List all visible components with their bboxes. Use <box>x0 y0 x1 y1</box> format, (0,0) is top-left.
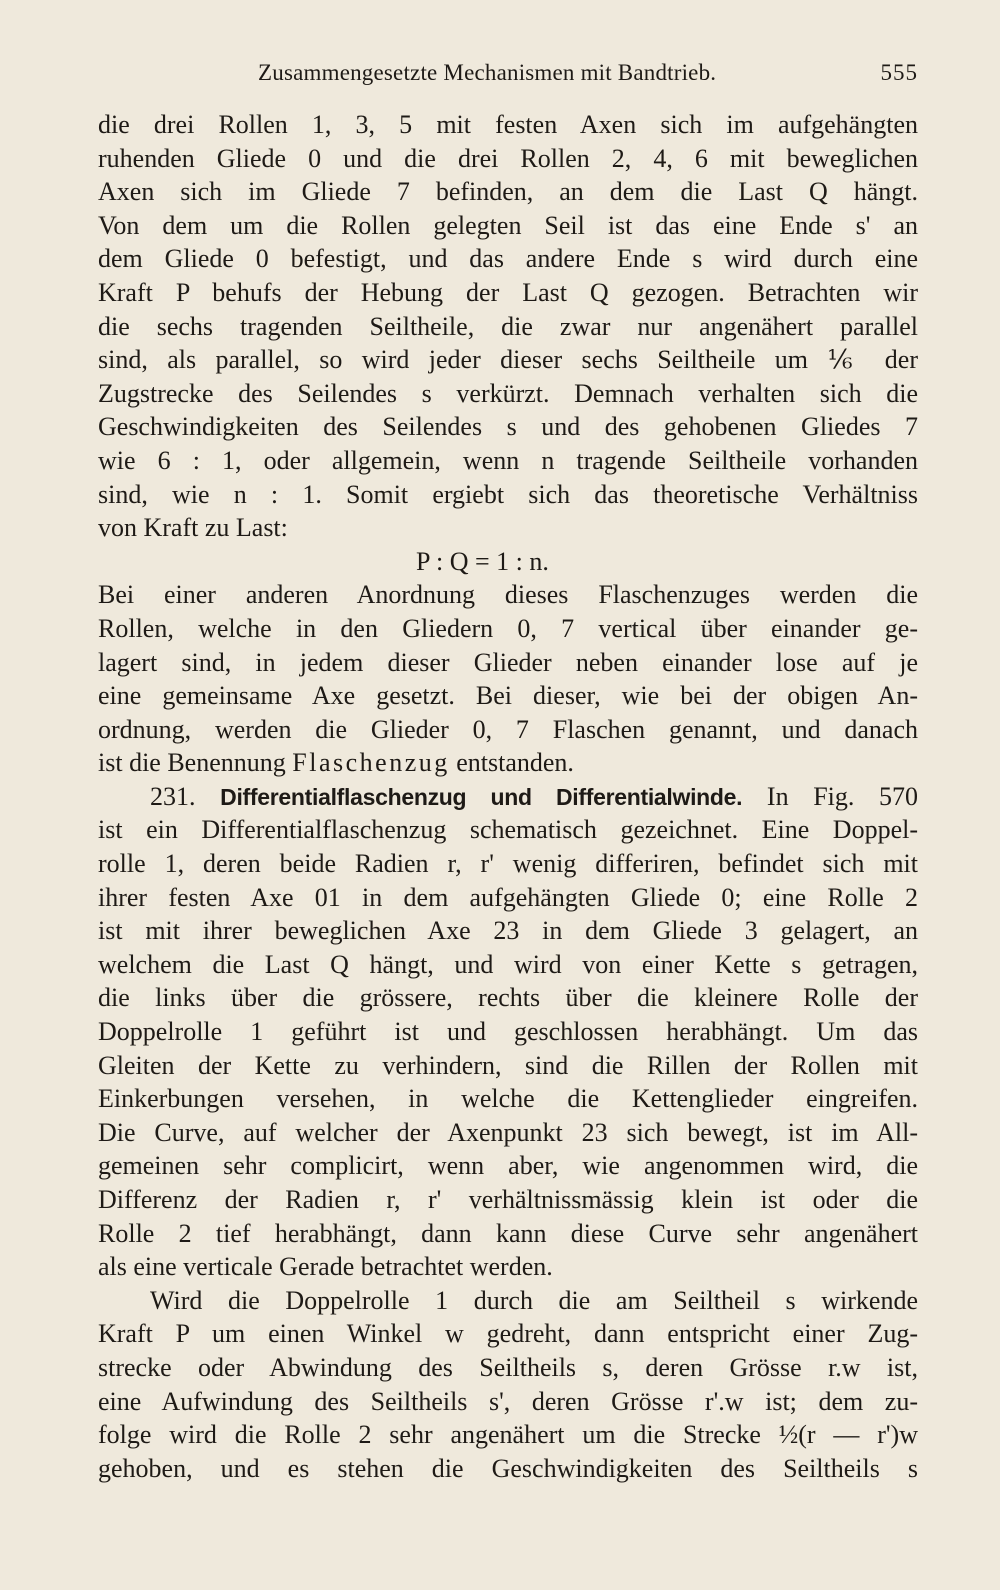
formula: P : Q = 1 : n. <box>416 546 549 576</box>
page-number: 555 <box>880 60 918 85</box>
text-line: sind, als parallel, so wird jeder dieser sechs Seiltheile um ⅙ der <box>98 345 918 375</box>
section-number: 231. <box>150 781 196 811</box>
text-line: sind, wie n : 1. Somit ergiebt sich das theoretische Verhältniss <box>98 479 918 509</box>
text-line: Zugstrecke des Seilendes s verkürzt. Demnach verhalten sich die <box>98 378 918 408</box>
text-line: welchem die Last Q hängt, und wird von einer Kette s getragen, <box>98 949 918 979</box>
text-line: ihrer festen Axe 01 in dem aufgehängten Gliede 0; eine Rolle 2 <box>98 882 918 912</box>
text-line: gehoben, und es stehen die Geschwindigkeiten des Seiltheils s <box>98 1453 918 1483</box>
text-line: ruhenden Gliede 0 und die drei Rollen 2, 4, 6 mit beweglichen <box>98 143 918 173</box>
text-line: ordnung, werden die Glieder 0, 7 Flaschen genannt, und danach <box>98 714 918 744</box>
body-text <box>98 108 918 1485</box>
text-line: eine Aufwindung des Seiltheils s', deren Grösse r'.w ist; dem zu- <box>98 1386 918 1416</box>
text-fragment: entstanden. <box>456 748 574 778</box>
text-line: eine gemeinsame Axe gesetzt. Bei dieser, wie bei der obigen An- <box>98 681 918 711</box>
text-line: Doppelrolle 1 geführt ist und geschlossen herabhängt. Um das <box>98 1017 918 1047</box>
section-title: Differentialflaschenzug und Differentialwinde. <box>220 783 743 810</box>
text-line: Rolle 2 tief herabhängt, dann kann diese Curve sehr angenähert <box>98 1218 918 1248</box>
text-line: ist ein Differentialflaschenzug schematisch gezeichnet. Eine Doppel- <box>98 815 918 845</box>
text-line: Differenz der Radien r, r' verhältnissmässig klein ist oder die <box>98 1185 918 1214</box>
text-line: Gleiten der Kette zu verhindern, sind die Rillen der Rollen mit <box>98 1050 918 1080</box>
page-header <box>98 60 918 90</box>
text-line: Axen sich im Gliede 7 befinden, an dem die Last Q hängt. <box>98 177 918 207</box>
text-line: Kraft P um einen Winkel w gedreht, dann entspricht einer Zug- <box>98 1319 918 1349</box>
term-flaschenzug: Flaschenzug <box>292 748 450 778</box>
text-line: lagert sind, in jedem dieser Glieder neben einander lose auf je <box>98 647 918 677</box>
running-title: Zusammengesetzte Mechanismen mit Bandtrieb. <box>258 60 717 85</box>
text-line: Rollen, welche in den Gliedern 0, 7 vertical über einander ge- <box>98 613 918 643</box>
text-line: Wird die Doppelrolle 1 durch die am Seiltheil s wirkende <box>150 1285 918 1315</box>
text-line: Die Curve, auf welcher der Axenpunkt 23 sich bewegt, ist im All- <box>98 1117 918 1147</box>
text-line: die sechs tragenden Seiltheile, die zwar nur angenähert parallel <box>98 311 918 341</box>
text-line: Einkerbungen versehen, in welche die Kettenglieder eingreifen. <box>98 1084 918 1114</box>
text-line: dem Gliede 0 befestigt, und das andere Ende s wird durch eine <box>98 244 918 274</box>
text-line: von Kraft zu Last: <box>98 513 288 543</box>
text-line: Geschwindigkeiten des Seilendes s und des gehobenen Gliedes 7 <box>98 412 918 442</box>
text-line: ist mit ihrer beweglichen Axe 23 in dem Gliede 3 gelagert, an <box>98 916 918 946</box>
text-line: gemeinen sehr complicirt, wenn aber, wie angenommen wird, die <box>98 1151 918 1181</box>
text-fragment: In Fig. 570 <box>766 781 919 811</box>
text-line: als eine verticale Gerade betrachtet werden. <box>98 1252 553 1282</box>
text-line: strecke oder Abwindung des Seiltheils s, deren Grösse r.w ist, <box>98 1352 918 1382</box>
text-line: wie 6 : 1, oder allgemein, wenn n tragende Seiltheile vorhanden <box>98 445 918 475</box>
text-line: folge wird die Rolle 2 sehr angenähert um die Strecke ½(r — r')w <box>98 1420 918 1450</box>
text-line: die links über die grössere, rechts über die kleinere Rolle der <box>98 983 918 1013</box>
section-heading-line <box>98 780 918 814</box>
text-line: Von dem um die Rollen gelegten Seil ist das eine Ende s' an <box>98 210 918 240</box>
text-line: rolle 1, deren beide Radien r, r' wenig differiren, befindet sich mit <box>98 849 918 879</box>
text-line: Kraft P behufs der Hebung der Last Q gezogen. Betrachten wir <box>98 277 918 307</box>
text-line: Bei einer anderen Anordnung dieses Flaschenzuges werden die <box>98 580 918 610</box>
text-line: die drei Rollen 1, 3, 5 mit festen Axen sich im aufgehängten <box>98 110 918 139</box>
text-fragment: ist die Benennung <box>98 748 286 778</box>
text-line <box>98 746 918 780</box>
